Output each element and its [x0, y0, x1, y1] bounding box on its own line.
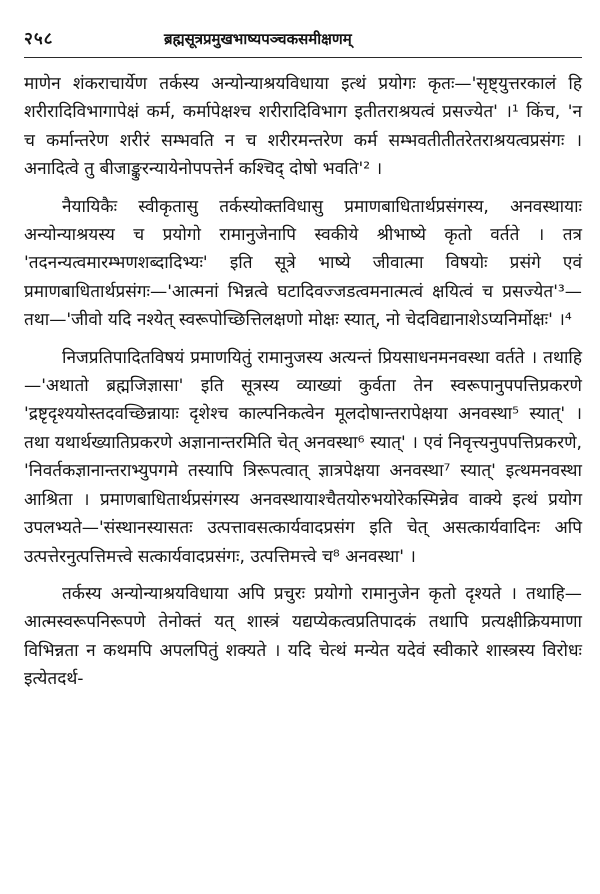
page-number: २५८: [24, 29, 54, 49]
paragraph: नैयायिकैः स्वीकृतासु तर्कस्योक्तविधासु प्रमाणबाधितार्थप्रसंगस्य, अनवस्थायाः अन्योन्याश्रयस्य च प्रयोगो रामानुजेनापि स्वकीये श्रीभाष्ये कृतो वर्तते । तत्र 'तदनन्यत्वमारम्भणशब्दादिभ्यः' इति सूत्रे भाष्ये जीवात्मा विषयोः प्रसंगे एवं प्रमाणबाधितार्थप्रसंगः—'आत्मनां भिन्नत्वे घटादिवज्जडत्वमनात्मत्वं क्षयित्वं च प्रसज्येत'³—तथा—'जीवो यदि नश्येत् स्वरूपोच्छित्तिलक्षणो मोक्षः स्यात्, नो चेदविद्यानाशेऽप्यनिर्मोक्षः' ।⁴: [24, 196, 582, 331]
paragraph: माणेन शंकराचार्येण तर्कस्य अन्योन्याश्रयविधाया इत्थं प्रयोगः कृतः—'सृष्ट्युत्तरकालं हि शरीरादिविभागापेक्षं कर्म, कर्मापेक्षश्च शरीरादिविभाग इतीतराश्रयत्वं प्रसज्येत' ।¹ किंच, 'न च कर्मान्तरेण शरीरं सम्भवति न च शरीरमन्तरेण कर्म सम्भवतीतीतरेतराश्रयत्वप्रसंगः । अनादित्वे तु बीजाङ्कुरन्यायेनोपपत्तेर्न कश्चिद् दोषो भवति'² ।: [24, 74, 582, 180]
running-title: ब्रह्मसूत्रप्रमुखभाष्यपञ्चकसमीक्षणम्: [164, 30, 352, 48]
paragraph: निजप्रतिपादितविषयं प्रमाणयितुं रामानुजस्य अत्यन्तं प्रियसाधनमनवस्था वर्तते । तथाहि—'अथातो ब्रह्मजिज्ञासा' इति सूत्रस्य व्याख्यां कुर्वता तेन स्वरूपानुपपत्तिप्रकरणे 'द्रष्टृदृश्ययोस्तदवच्छिन्नायाः दृशेश्च काल्पनिकत्वेन मूलदोषान्तरापेक्षया अनवस्था⁵ स्यात्' । तथा यथार्थख्यातिप्रकरणे अज्ञानान्तरमिति चेत् अनवस्था⁶ स्यात्' । एवं निवृत्त्यनुपपत्तिप्रकरणे, 'निवर्तकज्ञानान्तराभ्युपगमे तस्यापि त्रिरूपत्वात् ज्ञात्रपेक्षया अनवस्था⁷ स्यात्' इत्थमनवस्था आश्रिता । प्रमाणबाधितार्थप्रसंगस्य अनवस्थायाश्चैतयोरुभयोरेकस्मिन्नेव वाक्ये इत्थं प्रयोग उपलभ्यते—'संस्थानस्यासतः उत्पत्तावसत्कार्यवादप्रसंग इति चेत् असत्कार्यवादिनः अपि उत्पत्तेरनुत्पत्तिमत्त्वे सत्कार्यवादप्रसंगः, उत्पत्तिमत्त्वे च⁸ अनवस्था' ।: [24, 347, 582, 567]
page-header: [24, 26, 582, 58]
paragraph: तर्कस्य अन्योन्याश्रयविधाया अपि प्रचुरः प्रयोगो रामानुजेन कृतो दृश्यते । तथाहि—आत्मस्वरूपनिरूपणे तेनोक्तं यत् शास्त्रं यद्यप्येकत्वप्रतिपादकं तथापि प्रत्यक्षीक्रियमाणा विभिन्नता न कथमपि अपलपितुं शक्यते । यदि चेत्थं मन्येत यदेवं स्वीकारे शास्त्रस्य विरोधः इत्येतदर्थ-: [24, 583, 582, 690]
body-text: [24, 70, 582, 694]
